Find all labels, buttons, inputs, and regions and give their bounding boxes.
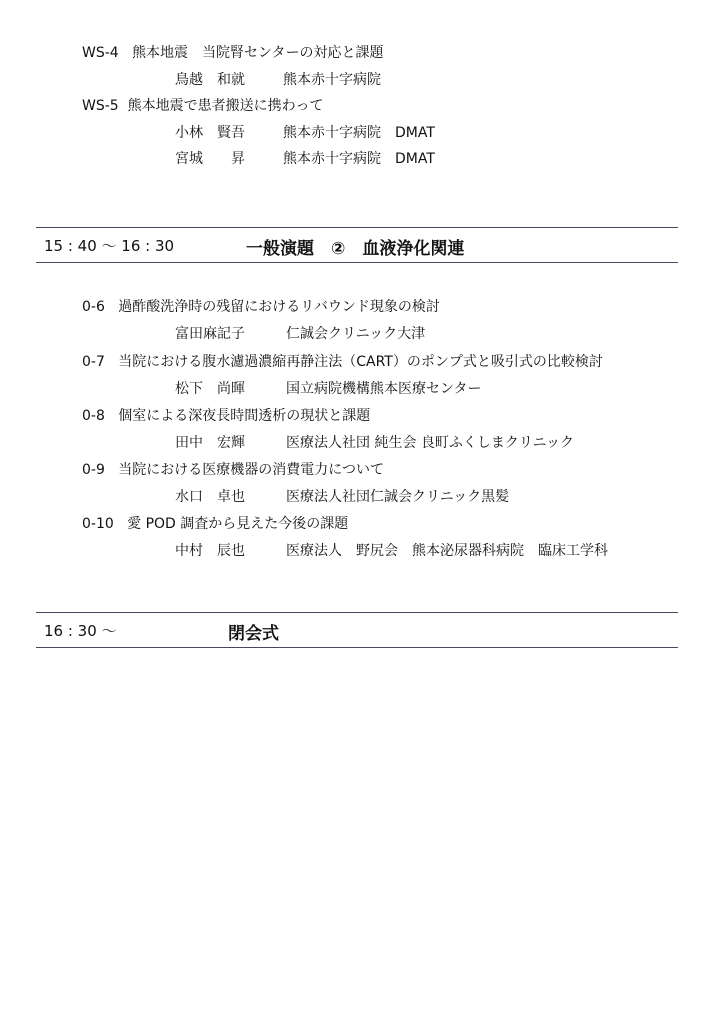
oral-item-title-text: 愛 POD 調査から見えた今後の課題 — [127, 516, 349, 532]
oral-item-code: 0-9 — [82, 462, 105, 478]
oral-item-title-text: 過酢酸洗浄時の残留におけるリバウンド現象の検討 — [118, 299, 440, 315]
ws-item-title-text: 熊本地震 当院腎センターの対応と課題 — [132, 45, 384, 61]
oral-author-affiliation: 医療法人 野尻会 熊本泌尿器科病院 臨床工学科 — [286, 543, 608, 559]
session-header — [36, 612, 678, 648]
oral-author-affiliation: 国立病院機構熊本医療センター — [286, 381, 482, 397]
oral-author-name: 田中 宏輝 — [175, 435, 245, 451]
oral-item-title-text: 当院における腹水濾過濃縮再静注法（CART）のポンプ式と吸引式の比較検討 — [118, 354, 603, 370]
oral-item-title — [82, 298, 440, 316]
session-header — [36, 227, 678, 263]
oral-item-code: 0-6 — [82, 299, 105, 315]
oral-author-name: 松下 尚暉 — [175, 381, 245, 397]
oral-item-title — [82, 515, 348, 533]
session-title: 一般演題 ② 血液浄化関連 — [246, 239, 465, 259]
oral-author-affiliation: 仁誠会クリニック大津 — [286, 326, 426, 342]
oral-author-name: 水口 卓也 — [175, 489, 245, 505]
ws-author-affiliation: 熊本赤十字病院 — [283, 72, 381, 88]
ws-item-code: WS-4 — [82, 45, 119, 61]
oral-item-title — [82, 461, 384, 479]
session-time: 16 : 30 ～ — [44, 622, 117, 640]
oral-item-title-text: 個室による深夜長時間透析の現状と課題 — [118, 408, 371, 424]
oral-item-title-text: 当院における医療機器の消費電力について — [118, 462, 384, 478]
ws-item-title — [82, 44, 384, 62]
ws-author-name: 宮城 昇 — [175, 151, 245, 167]
ws-item-title-text: 熊本地震で患者搬送に携わって — [127, 98, 324, 114]
oral-item-code: 0-7 — [82, 354, 105, 370]
oral-author-affiliation: 医療法人社団 純生会 良町ふくしまクリニック — [286, 435, 575, 451]
ws-item-title — [82, 97, 323, 115]
oral-author-name: 中村 辰也 — [175, 543, 245, 559]
session-time: 15 : 40 ～ 16 : 30 — [44, 237, 175, 255]
ws-author-name: 鳥越 和就 — [175, 72, 245, 88]
oral-item-title — [82, 407, 370, 425]
oral-item-code: 0-10 — [82, 516, 114, 532]
oral-author-affiliation: 医療法人社団仁誠会クリニック黒髪 — [286, 489, 510, 505]
session-title: 閉会式 — [228, 624, 279, 644]
ws-author-affiliation: 熊本赤十字病院 DMAT — [283, 151, 435, 167]
oral-item-code: 0-8 — [82, 408, 105, 424]
oral-author-name: 富田麻記子 — [175, 326, 245, 342]
ws-author-affiliation: 熊本赤十字病院 DMAT — [283, 125, 435, 141]
ws-item-code: WS-5 — [82, 98, 119, 114]
oral-item-title — [82, 353, 603, 371]
ws-author-name: 小林 賢吾 — [175, 125, 245, 141]
